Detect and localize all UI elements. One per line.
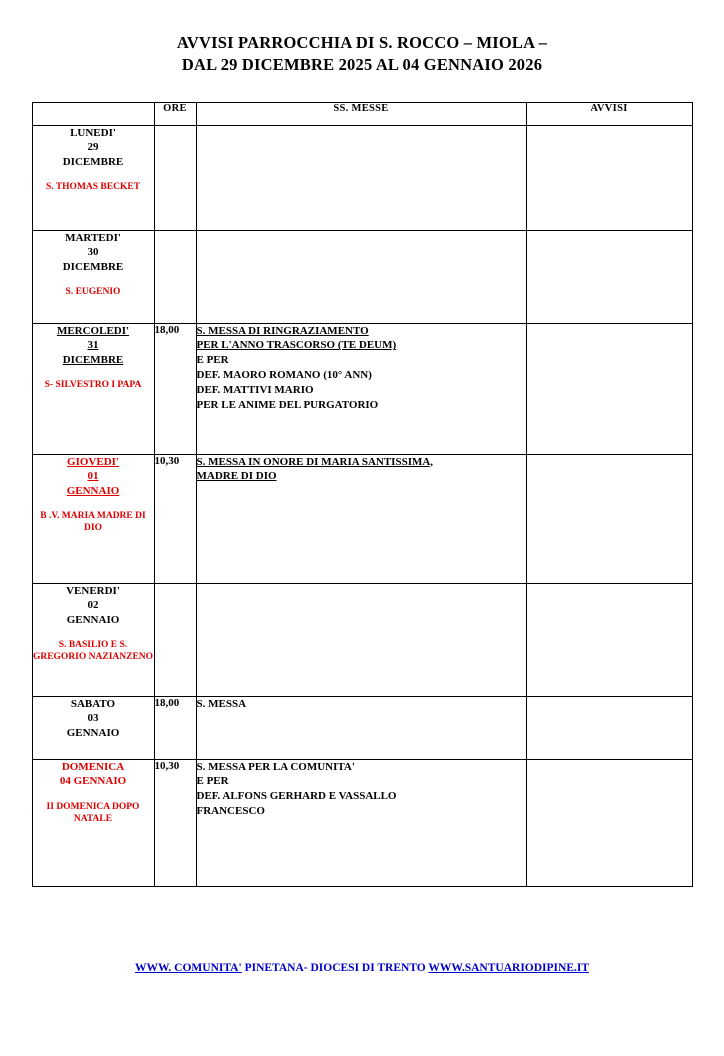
day-month: GENNAIO	[66, 613, 120, 626]
messe-line: PER L'ANNO TRASCORSO (TE DEUM)	[196, 339, 397, 352]
table-row	[32, 323, 692, 454]
ore-cell	[154, 583, 196, 696]
day-number: 04 GENNAIO	[59, 775, 127, 788]
messe-line: S. MESSA IN ONORE DI MARIA SANTISSIMA,	[196, 455, 434, 468]
weekly-schedule-table	[32, 102, 693, 887]
ore-cell	[154, 230, 196, 323]
table-row	[32, 696, 692, 759]
avvisi-cell	[526, 583, 692, 696]
day-month: GENNAIO	[66, 484, 120, 497]
avvisi-cell	[526, 759, 692, 886]
avvisi-cell	[526, 323, 692, 454]
column-header-day	[32, 102, 154, 125]
footer-link-santuario[interactable]: WWW.SANTUARIODIPINE.IT	[428, 962, 590, 974]
day-name: GIOVEDI'	[67, 455, 119, 468]
table-header-row	[32, 102, 692, 125]
messe-line: FRANCESCO	[196, 805, 265, 818]
ore-cell	[154, 125, 196, 230]
page-title-line-1: AVVISI PARROCCHIA DI S. ROCCO – MIOLA –	[176, 33, 548, 52]
avvisi-cell	[526, 125, 692, 230]
messe-cell	[196, 323, 526, 454]
page-title	[40, 32, 684, 77]
day-number: 02	[87, 599, 99, 612]
messe-line: S. MESSA	[196, 697, 247, 710]
footer-link-comunita[interactable]: WWW. COMUNITA'	[134, 962, 242, 974]
day-number: 31	[87, 339, 99, 352]
day-cell	[32, 759, 154, 886]
day-saint: II DOMENICA DOPO NATALE	[46, 801, 140, 824]
column-header-avvisi: AVVISI	[526, 102, 692, 125]
day-month: DICEMBRE	[62, 260, 124, 273]
day-number: 03	[87, 712, 99, 725]
messe-line: E PER	[196, 354, 229, 367]
messe-cell	[196, 230, 526, 323]
day-saint: S. THOMAS BECKET	[45, 182, 141, 193]
messe-line: DEF. MATTIVI MARIO	[196, 384, 314, 397]
ore-cell: 18,00	[154, 323, 196, 454]
messe-line: S. MESSA PER LA COMUNITA'	[196, 760, 355, 773]
table-header	[32, 102, 692, 125]
day-name: VENERDI'	[66, 584, 120, 597]
day-month: DICEMBRE	[62, 155, 124, 168]
day-saint: S. BASILIO E S. GREGORIO NAZIANZENO	[32, 640, 154, 663]
ore-cell: 10,30	[154, 454, 196, 583]
table-row	[32, 125, 692, 230]
column-header-messe: SS. MESSE	[196, 102, 526, 125]
messe-cell	[196, 125, 526, 230]
messe-line: E PER	[196, 775, 229, 788]
table-row	[32, 583, 692, 696]
document-page	[0, 32, 724, 1056]
day-name: LUNEDI'	[70, 126, 116, 139]
day-number: 30	[87, 246, 99, 259]
messe-line: DEF. ALFONS GERHARD E VASSALLO	[196, 790, 397, 803]
day-month: GENNAIO	[66, 726, 120, 739]
day-cell	[32, 125, 154, 230]
day-saint: B .V. MARIA MADRE DI DIO	[40, 511, 146, 534]
messe-line: PER LE ANIME DEL PURGATORIO	[196, 399, 379, 412]
table-row	[32, 230, 692, 323]
day-cell	[32, 583, 154, 696]
messe-cell	[196, 454, 526, 583]
day-name: MARTEDI'	[65, 231, 121, 244]
messe-cell	[196, 696, 526, 759]
avvisi-cell	[526, 454, 692, 583]
day-name: SABATO	[70, 697, 116, 710]
avvisi-cell	[526, 696, 692, 759]
messe-line: MADRE DI DIO	[196, 470, 277, 483]
page-title-line-2: DAL 29 DICEMBRE 2025 AL 04 GENNAIO 2026	[181, 55, 543, 75]
day-cell	[32, 230, 154, 323]
day-name: DOMENICA	[61, 760, 125, 773]
table-row	[32, 454, 692, 583]
day-cell	[32, 696, 154, 759]
messe-line: S. MESSA DI RINGRAZIAMENTO	[196, 324, 369, 337]
day-saint: S. EUGENIO	[65, 287, 121, 298]
day-cell	[32, 454, 154, 583]
footer-middle-text: PINETANA- DIOCESI DI TRENTO	[241, 962, 429, 974]
day-number: 01	[87, 470, 99, 483]
ore-cell: 18,00	[154, 696, 196, 759]
day-name: MERCOLEDI'	[56, 324, 130, 337]
avvisi-cell	[526, 230, 692, 323]
footer	[0, 962, 724, 974]
messe-line: DEF. MAORO ROMANO (10° ANN)	[196, 369, 372, 382]
day-saint: S- SILVESTRO I PAPA	[44, 380, 142, 391]
day-number: 29	[87, 141, 99, 154]
ore-cell: 10,30	[154, 759, 196, 886]
table-body	[32, 125, 692, 886]
day-month: DICEMBRE	[62, 353, 124, 366]
column-header-ore: ORE	[154, 102, 196, 125]
messe-cell	[196, 759, 526, 886]
table-row	[32, 759, 692, 886]
messe-cell	[196, 583, 526, 696]
day-cell	[32, 323, 154, 454]
